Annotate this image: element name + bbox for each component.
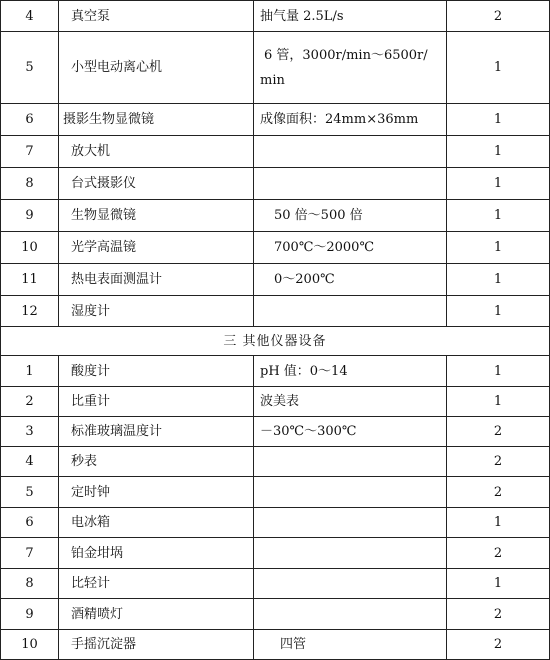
- equipment-spec: 50 倍～500 倍: [254, 200, 447, 232]
- equipment-quantity: 2: [447, 599, 550, 630]
- equipment-spec: [254, 136, 447, 168]
- equipment-quantity: 2: [447, 1, 550, 32]
- equipment-quantity: 1: [447, 387, 550, 417]
- equipment-name: 生物显微镜: [59, 200, 254, 232]
- row-number: 6: [1, 508, 59, 538]
- row-number: 5: [1, 32, 59, 104]
- equipment-name: 小型电动离心机: [59, 32, 254, 104]
- equipment-name: 光学高温镜: [59, 232, 254, 264]
- table-row: [1, 32, 550, 104]
- row-number: 12: [1, 296, 59, 327]
- row-number: 8: [1, 168, 59, 200]
- equipment-quantity: 1: [447, 104, 550, 136]
- equipment-name: 湿度计: [59, 296, 254, 327]
- equipment-name: 酸度计: [59, 356, 254, 387]
- equipment-spec: 700℃～2000℃: [254, 232, 447, 264]
- table-row: [1, 168, 550, 200]
- table-row: [1, 538, 550, 569]
- equipment-name: 定时钟: [59, 477, 254, 508]
- equipment-spec: 波美表: [254, 387, 447, 417]
- equipment-spec: [254, 168, 447, 200]
- equipment-quantity: 2: [447, 417, 550, 447]
- equipment-quantity: 2: [447, 447, 550, 477]
- section-header-row: [1, 327, 550, 356]
- equipment-spec: 成像面积：24mm×36mm: [254, 104, 447, 136]
- row-number: 7: [1, 136, 59, 168]
- row-number: 6: [1, 104, 59, 136]
- equipment-spec: pH 值：0～14: [254, 356, 447, 387]
- equipment-quantity: 1: [447, 200, 550, 232]
- table-row: [1, 508, 550, 538]
- equipment-name: 摄影生物显微镜: [59, 104, 254, 136]
- spec-line-2: min: [260, 72, 285, 88]
- equipment-quantity: 1: [447, 264, 550, 296]
- table-row: [1, 599, 550, 630]
- equipment-quantity: 1: [447, 168, 550, 200]
- equipment-name: 台式摄影仪: [59, 168, 254, 200]
- equipment-spec: [254, 538, 447, 569]
- equipment-quantity: 2: [447, 630, 550, 660]
- equipment-spec: [254, 599, 447, 630]
- table-row: [1, 136, 550, 168]
- equipment-name: 热电表面测温计: [59, 264, 254, 296]
- equipment-spec: 0～200℃: [254, 264, 447, 296]
- equipment-name: 标准玻璃温度计: [59, 417, 254, 447]
- equipment-name: 手摇沉淀器: [59, 630, 254, 660]
- equipment-quantity: 2: [447, 538, 550, 569]
- row-number: 3: [1, 417, 59, 447]
- equipment-spec: 四管: [254, 630, 447, 660]
- equipment-spec: －30℃～300℃: [254, 417, 447, 447]
- equipment-name: 放大机: [59, 136, 254, 168]
- row-number: 10: [1, 232, 59, 264]
- equipment-name: 比重计: [59, 387, 254, 417]
- equipment-quantity: 1: [447, 296, 550, 327]
- table-row: [1, 447, 550, 477]
- table-row: [1, 569, 550, 599]
- equipment-quantity: 1: [447, 356, 550, 387]
- equipment-quantity: 2: [447, 477, 550, 508]
- equipment-name: 真空泵: [59, 1, 254, 32]
- table-row: [1, 264, 550, 296]
- table-row: [1, 356, 550, 387]
- table-row: [1, 630, 550, 660]
- equipment-quantity: 1: [447, 32, 550, 104]
- equipment-quantity: 1: [447, 232, 550, 264]
- table-row: [1, 296, 550, 327]
- row-number: 8: [1, 569, 59, 599]
- equipment-spec: [254, 569, 447, 599]
- row-number: 4: [1, 447, 59, 477]
- section-title: 三 其他仪器设备: [1, 327, 550, 356]
- table-row: [1, 104, 550, 136]
- row-number: 7: [1, 538, 59, 569]
- row-number: 5: [1, 477, 59, 508]
- row-number: 2: [1, 387, 59, 417]
- row-number: 9: [1, 599, 59, 630]
- equipment-name: 铂金坩埚: [59, 538, 254, 569]
- equipment-name: 秒表: [59, 447, 254, 477]
- equipment-name: 电冰箱: [59, 508, 254, 538]
- equipment-quantity: 1: [447, 508, 550, 538]
- equipment-quantity: 1: [447, 136, 550, 168]
- table-row: [1, 232, 550, 264]
- spec-line-1: 6 管，3000r/min～6500r/: [264, 47, 428, 63]
- row-number: 11: [1, 264, 59, 296]
- row-number: 10: [1, 630, 59, 660]
- table-row: [1, 477, 550, 508]
- equipment-spec: [254, 477, 447, 508]
- table-row: [1, 200, 550, 232]
- equipment-spec: [254, 447, 447, 477]
- table-row: [1, 417, 550, 447]
- table-row: [1, 1, 550, 32]
- table-row: [1, 387, 550, 417]
- row-number: 1: [1, 356, 59, 387]
- equipment-spec: [254, 508, 447, 538]
- equipment-name: 比轻计: [59, 569, 254, 599]
- equipment-name: 酒精喷灯: [59, 599, 254, 630]
- equipment-spec: [254, 296, 447, 327]
- equipment-spec: [254, 32, 447, 104]
- row-number: 4: [1, 1, 59, 32]
- equipment-spec: 抽气量 2.5L/s: [254, 1, 447, 32]
- equipment-quantity: 1: [447, 569, 550, 599]
- row-number: 9: [1, 200, 59, 232]
